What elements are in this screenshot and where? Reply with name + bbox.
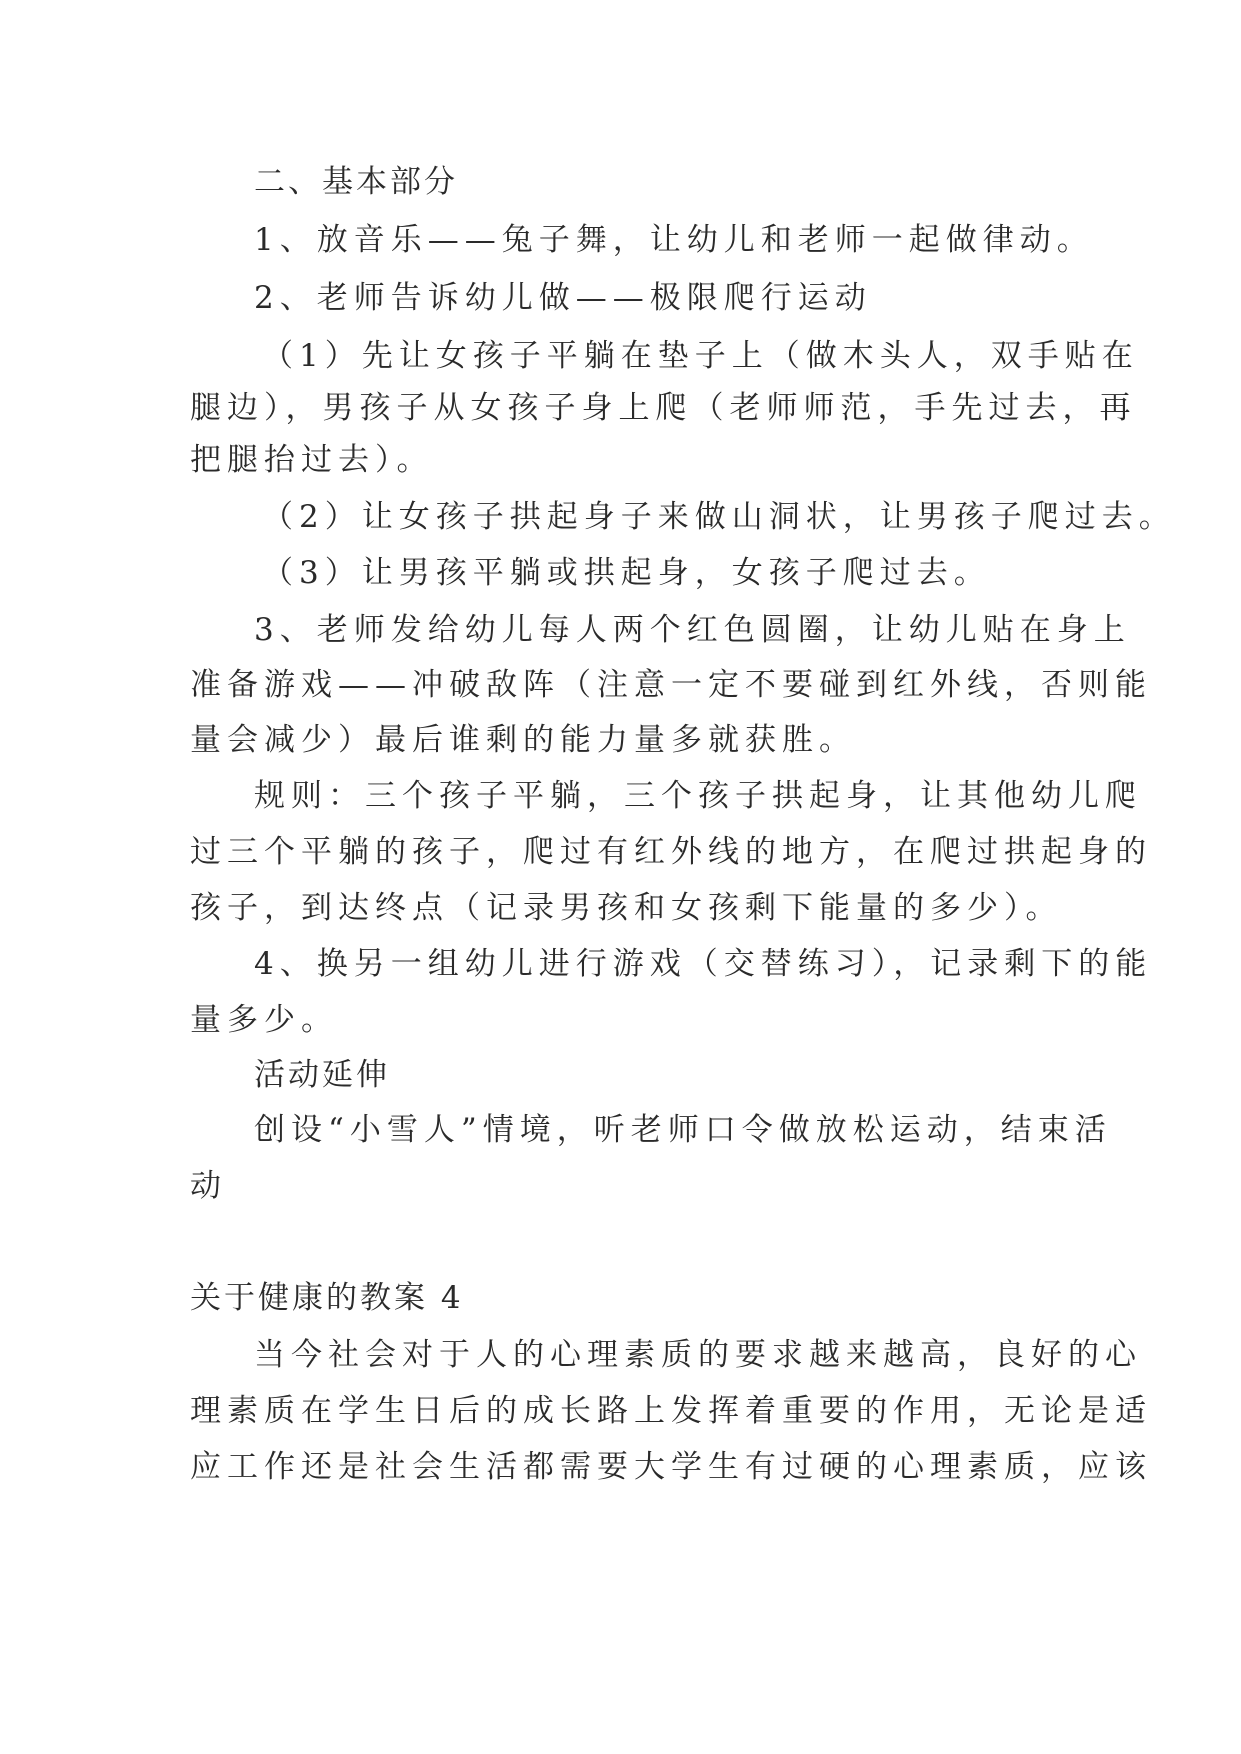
substep-1-line-1: （1）先让女孩子平躺在垫子上（做木头人，双手贴在 <box>262 338 1139 374</box>
lesson-title: 关于健康的教案 4 <box>190 1280 464 1316</box>
substep-2: （2）让女孩子拱起身子来做山洞状，让男孩子爬过去。 <box>262 499 1176 535</box>
step-1: 1、放音乐——兔子舞，让幼儿和老师一起做律动。 <box>254 222 1094 258</box>
intro-line-1: 当今社会对于人的心理素质的要求越来越高，良好的心 <box>254 1337 1142 1373</box>
rules-line-2: 过三个平躺的孩子，爬过有红外线的地方，在爬过拱起身的 <box>190 834 1152 870</box>
step-4-line-2: 量多少。 <box>190 1002 338 1038</box>
substep-1-line-3: 把腿抬过去）。 <box>190 442 434 478</box>
rules-line-1: 规则：三个孩子平躺，三个孩子拱起身，让其他幼儿爬 <box>254 778 1142 814</box>
intro-line-2: 理素质在学生日后的成长路上发挥着重要的作用，无论是适 <box>190 1393 1152 1429</box>
step-2: 2、老师告诉幼儿做——极限爬行运动 <box>254 280 872 316</box>
extension-line-1: 创设“小雪人”情境，听老师口令做放松运动，结束活 <box>254 1112 1112 1148</box>
substep-3: （3）让男孩平躺或拱起身，女孩子爬过去。 <box>262 555 991 591</box>
step-3-line-2: 准备游戏——冲破敌阵（注意一定不要碰到红外线，否则能 <box>190 667 1152 703</box>
step-3-line-3: 量会减少）最后谁剩的能力量多就获胜。 <box>190 722 856 758</box>
extension-heading: 活动延伸 <box>254 1057 390 1093</box>
substep-1-line-2: 腿边），男孩子从女孩子身上爬（老师师范，手先过去，再 <box>190 390 1137 426</box>
rules-line-3: 孩子，到达终点（记录男孩和女孩剩下能量的多少）。 <box>190 890 1063 926</box>
section-heading: 二、基本部分 <box>254 164 458 200</box>
step-4-line-1: 4、换另一组幼儿进行游戏（交替练习），记录剩下的能 <box>254 946 1153 982</box>
intro-line-3: 应工作还是社会生活都需要大学生有过硬的心理素质，应该 <box>190 1449 1152 1485</box>
step-3-line-1: 3、老师发给幼儿每人两个红色圆圈，让幼儿贴在身上 <box>254 612 1131 648</box>
extension-line-2: 动 <box>190 1168 227 1204</box>
